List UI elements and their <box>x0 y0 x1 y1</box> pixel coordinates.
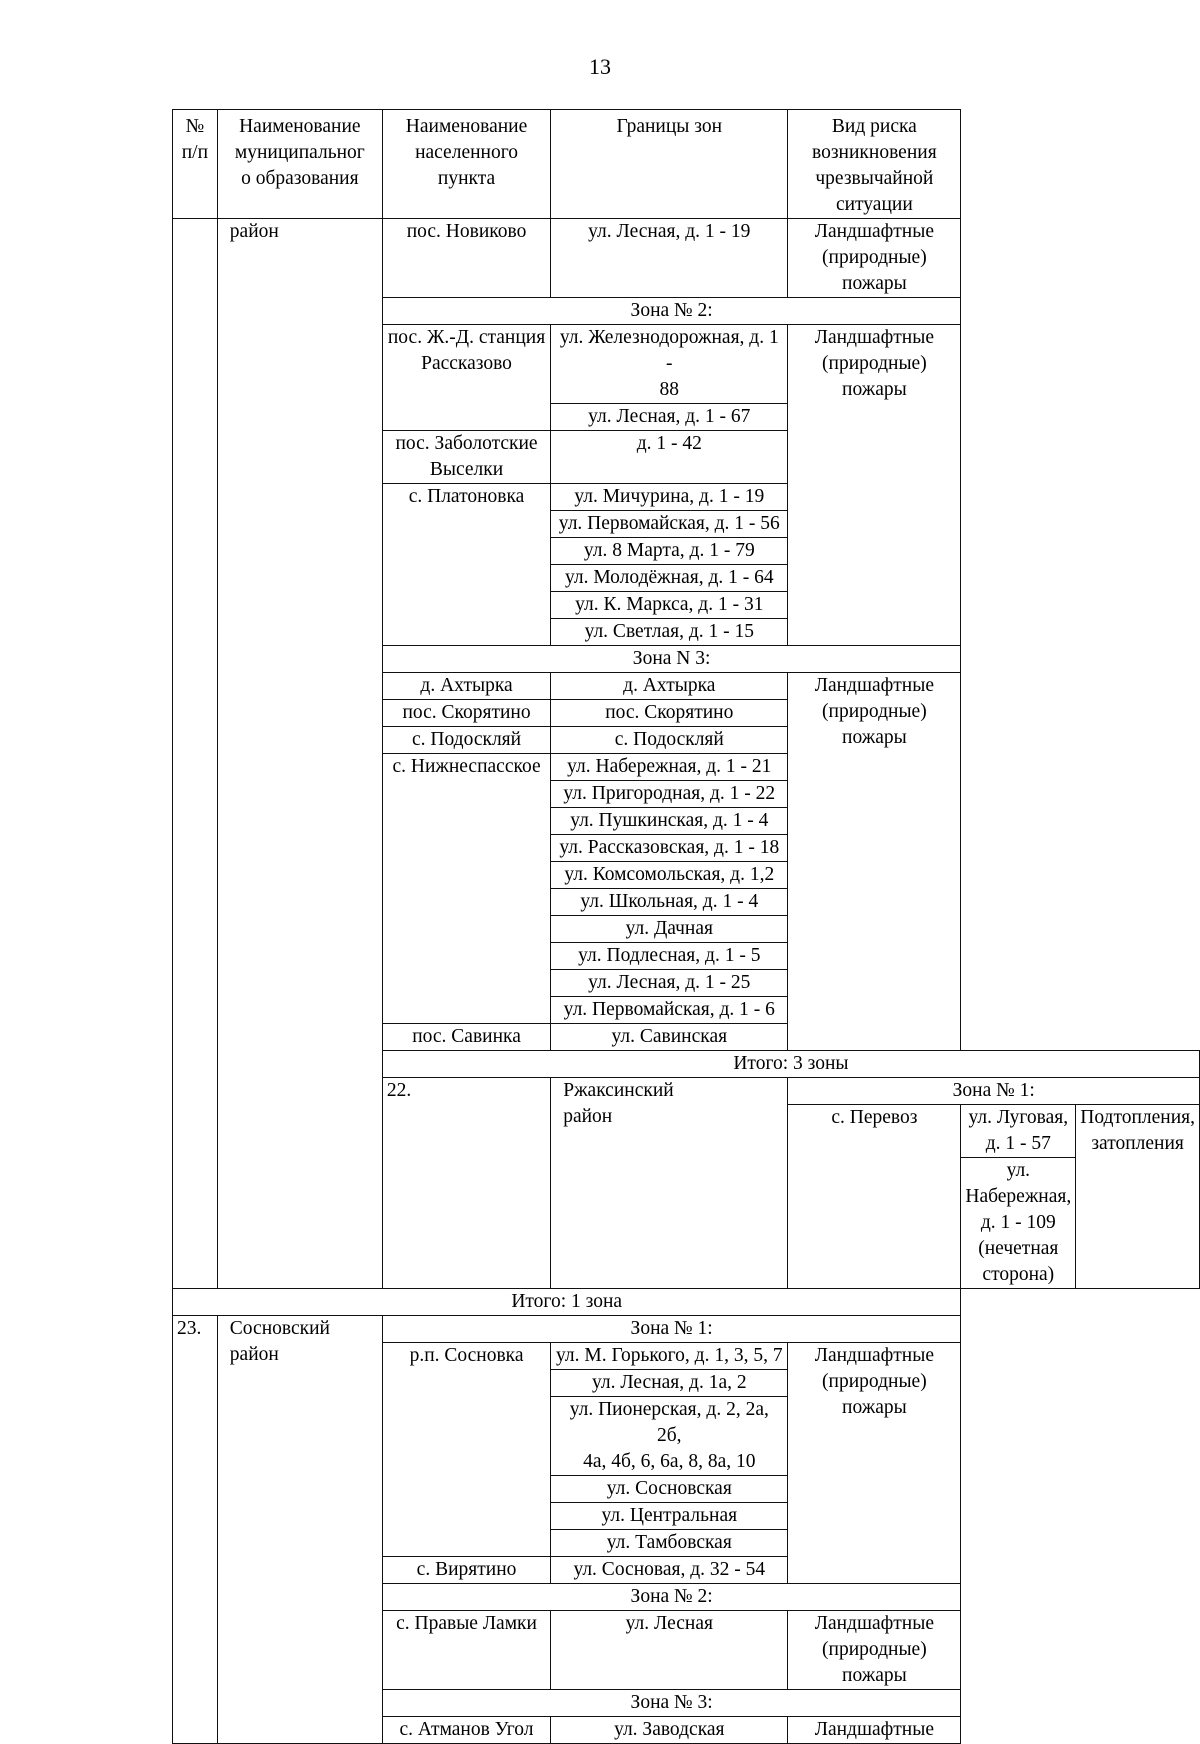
settlement-cell: с. Платоновка <box>382 484 550 646</box>
border-cell: ул. Первомайская, д. 1 - 6 <box>551 997 788 1024</box>
border-cell: ул. Железнодорожная, д. 1 - 88 <box>551 325 788 404</box>
page-number: 13 <box>589 54 611 79</box>
zone-label: Зона № 3: <box>382 1690 961 1717</box>
border-cell: ул. Савинская <box>551 1024 788 1051</box>
border-cell: ул. Светлая, д. 1 - 15 <box>551 619 788 646</box>
settlement-cell: с. Правые Ламки <box>382 1611 550 1690</box>
risk-cell: Ландшафтные (природные) пожары <box>788 219 961 298</box>
settlement-cell: пос. Заболотские Выселки <box>382 431 550 484</box>
border-cell: с. Подоскляй <box>551 727 788 754</box>
risk-cell: Подтопления, затопления <box>1076 1105 1200 1289</box>
border-cell: ул. Рассказовская, д. 1 - 18 <box>551 835 788 862</box>
risk-cell: Ландшафтные (природные) пожары <box>788 1611 961 1690</box>
table-header-row <box>173 110 1200 219</box>
settlement-cell: с. Атманов Угол <box>382 1717 550 1744</box>
border-cell: ул. Пионерская, д. 2, 2а, 2б, 4а, 4б, 6, 6а, 8, 8а, 10 <box>551 1397 788 1476</box>
municipality-cell: Ржаксинский район <box>551 1078 788 1289</box>
settlement-cell: д. Ахтырка <box>382 673 550 700</box>
municipality-cell: район <box>217 219 382 1289</box>
border-cell: ул. Молодёжная, д. 1 - 64 <box>551 565 788 592</box>
risk-zones-table <box>172 109 1200 1744</box>
settlement-cell: с. Нижнеспасское <box>382 754 550 1024</box>
border-cell: пос. Скорятино <box>551 700 788 727</box>
header-borders: Границы зон <box>551 110 788 219</box>
row-num-cell: 23. <box>173 1316 218 1744</box>
table-row <box>173 219 1200 298</box>
zone-label: Зона N 3: <box>382 646 961 673</box>
border-cell: ул. Сосновская <box>551 1476 788 1503</box>
settlement-cell: пос. Скорятино <box>382 700 550 727</box>
border-cell: ул. Лесная, д. 1 - 67 <box>551 404 788 431</box>
border-cell: ул. Тамбовская <box>551 1530 788 1557</box>
border-cell: ул. Заводская <box>551 1717 788 1744</box>
row-num-cell: 22. <box>382 1078 550 1289</box>
border-cell: ул. Центральная <box>551 1503 788 1530</box>
zone-label: Зона № 2: <box>382 1584 961 1611</box>
border-cell: ул. Дачная <box>551 916 788 943</box>
border-cell: ул. Мичурина, д. 1 - 19 <box>551 484 788 511</box>
border-cell: ул. Пушкинская, д. 1 - 4 <box>551 808 788 835</box>
border-cell: ул. Лесная, д. 1 - 25 <box>551 970 788 997</box>
zone-label: Зона № 1: <box>382 1316 961 1343</box>
border-cell: ул. Пригородная, д. 1 - 22 <box>551 781 788 808</box>
zone-label: Зона № 2: <box>382 298 961 325</box>
border-cell: ул. Первомайская, д. 1 - 56 <box>551 511 788 538</box>
settlement-cell: с. Вирятино <box>382 1557 550 1584</box>
total-label: Итого: 3 зоны <box>382 1051 1199 1078</box>
settlement-cell: пос. Савинка <box>382 1024 550 1051</box>
border-cell: ул. Подлесная, д. 1 - 5 <box>551 943 788 970</box>
border-cell: ул. К. Маркса, д. 1 - 31 <box>551 592 788 619</box>
border-cell: ул. Лесная <box>551 1611 788 1690</box>
border-cell: ул. М. Горького, д. 1, 3, 5, 7 <box>551 1343 788 1370</box>
zone-label: Зона № 1: <box>788 1078 1200 1105</box>
border-cell: д. Ахтырка <box>551 673 788 700</box>
border-cell: ул. Лесная, д. 1а, 2 <box>551 1370 788 1397</box>
border-cell: ул. Лесная, д. 1 - 19 <box>551 219 788 298</box>
border-cell: д. 1 - 42 <box>551 431 788 484</box>
border-cell: ул. Школьная, д. 1 - 4 <box>551 889 788 916</box>
row-num-cell <box>173 219 218 1289</box>
border-cell: ул. 8 Марта, д. 1 - 79 <box>551 538 788 565</box>
border-cell: ул. Луговая, д. 1 - 57 <box>961 1105 1076 1158</box>
risk-cell: Ландшафтные (природные) пожары <box>788 673 961 1051</box>
settlement-cell: пос. Ж.-Д. станция Рассказово <box>382 325 550 431</box>
header-settlement: Наименование населенного пункта <box>382 110 550 219</box>
risk-cell: Ландшафтные (природные) пожары <box>788 1343 961 1584</box>
border-cell: ул. Сосновая, д. 32 - 54 <box>551 1557 788 1584</box>
border-cell: ул. Набережная, д. 1 - 21 <box>551 754 788 781</box>
border-cell: ул. Набережная, д. 1 - 109 (нечетная сторона) <box>961 1158 1076 1289</box>
risk-cell: Ландшафтные (природные) пожары <box>788 325 961 646</box>
total-row <box>173 1289 1200 1316</box>
settlement-cell: пос. Новиково <box>382 219 550 298</box>
header-num: № п/п <box>173 110 218 219</box>
risk-cell: Ландшафтные <box>788 1717 961 1744</box>
total-label: Итого: 1 зона <box>173 1289 961 1316</box>
municipality-cell: Сосновский район <box>217 1316 382 1744</box>
settlement-cell: р.п. Сосновка <box>382 1343 550 1557</box>
border-cell: ул. Комсомольская, д. 1,2 <box>551 862 788 889</box>
header-municipality: Наименование муниципальног о образования <box>217 110 382 219</box>
settlement-cell: с. Перевоз <box>788 1105 961 1289</box>
table-row <box>173 1316 1200 1343</box>
header-risk: Вид риска возникновения чрезвычайной ситуации <box>788 110 961 219</box>
settlement-cell: с. Подоскляй <box>382 727 550 754</box>
